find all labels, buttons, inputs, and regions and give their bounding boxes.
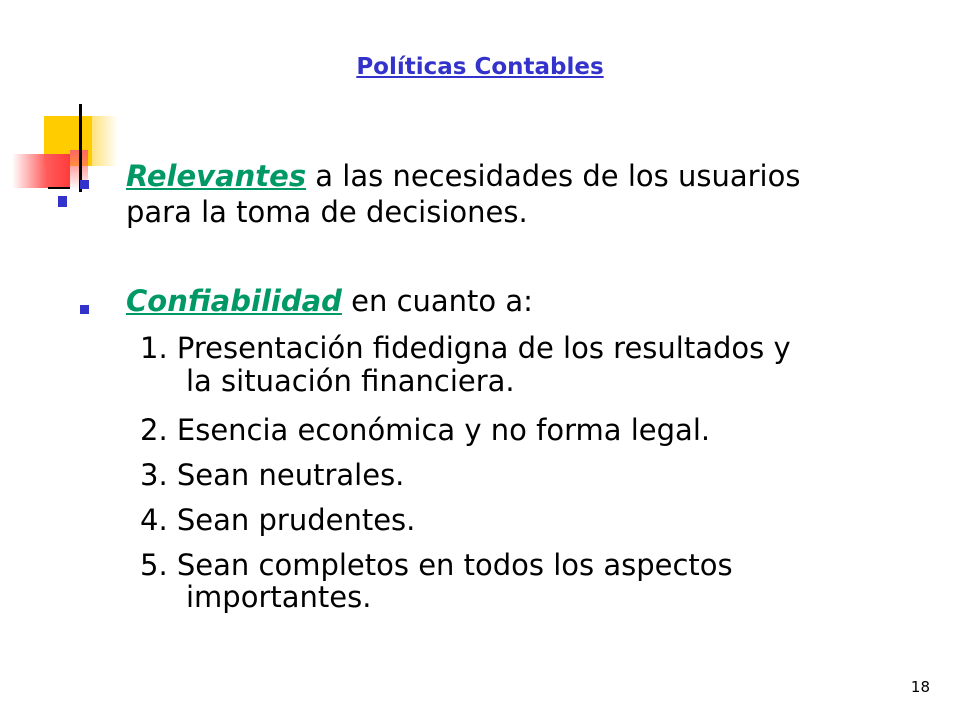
list-item: 3. Sean neutrales. — [140, 458, 405, 492]
term-confiabilidad: Confiabilidad — [126, 284, 342, 318]
list-item: 5. Sean completos en todos los aspectos — [140, 548, 733, 582]
list-item: 2. Esencia económica y no forma legal. — [140, 413, 711, 447]
decoration-yellow-fade — [92, 116, 118, 166]
bullet-relevantes-line — [126, 159, 800, 193]
list-item-continuation: la situación financiera. — [186, 364, 515, 398]
bullet-confiabilidad-line — [126, 284, 533, 318]
list-item: 4. Sean prudentes. — [140, 503, 416, 537]
decoration-horizontal-line — [48, 187, 70, 189]
slide-title: Políticas Contables — [356, 54, 604, 80]
bullet-relevantes-text: a las necesidades de los usuarios — [306, 159, 801, 193]
list-item: 1. Presentación fidedigna de los resultados y — [140, 331, 791, 365]
bullet-icon — [80, 305, 89, 314]
term-relevantes: Relevantes — [126, 159, 307, 193]
list-item-continuation: importantes. — [186, 580, 372, 614]
bullet-relevantes-continuation: para la toma de decisiones. — [126, 195, 528, 229]
bullet-confiabilidad-text: en cuanto a: — [341, 284, 533, 318]
decoration-red-block — [12, 154, 70, 188]
bullet-icon — [80, 180, 89, 189]
decoration-vertical-line — [79, 104, 82, 192]
decoration-blue-square — [58, 196, 67, 207]
page-number: 18 — [910, 678, 930, 696]
